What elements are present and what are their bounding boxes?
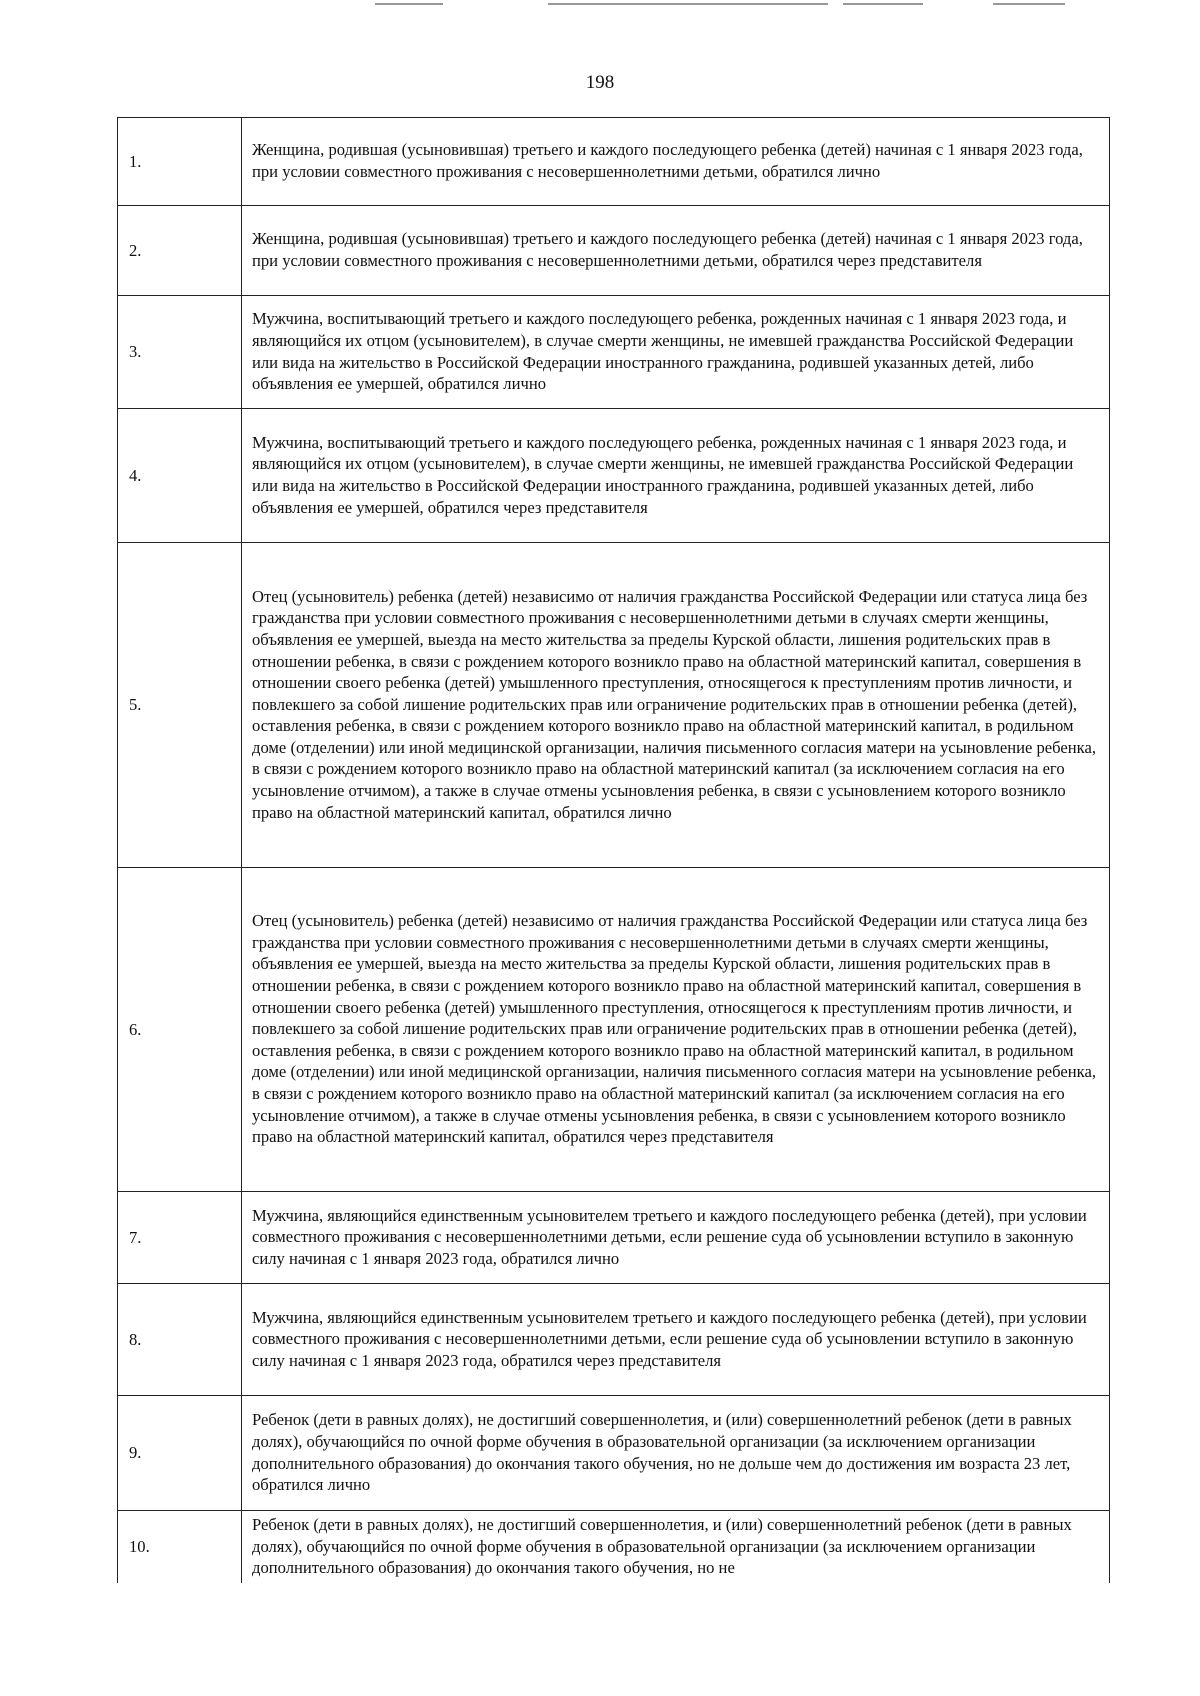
table-row — [118, 118, 1110, 206]
row-number: 7. — [118, 1192, 242, 1284]
row-number: 1. — [118, 118, 242, 206]
row-text: Мужчина, являющийся единственным усыновителем третьего и каждого последующего ребенка (детей), при условии совместного проживания с несовершеннолетними детьми, если решение суда об усыновлении вступило в законную силу начиная с 1 января 2023 года, обратился лично — [242, 1192, 1110, 1284]
scan-mark — [375, 3, 443, 5]
row-text: Женщина, родившая (усыновившая) третьего и каждого последующего ребенка (детей) начиная с 1 января 2023 года, при условии совместного проживания с несовершеннолетними детьми, обратился лично — [242, 118, 1110, 206]
row-text: Ребенок (дети в равных долях), не достигший совершеннолетия, и (или) совершеннолетний ребенок (дети в равных долях), обучающийся по очной форме обучения в образовательной организации (за исключением организации дополнительного образования) до окончания такого обучения, но не — [242, 1511, 1110, 1583]
scan-mark — [993, 3, 1065, 5]
page-number: 198 — [585, 72, 615, 93]
row-number: 9. — [118, 1396, 242, 1511]
table-row — [118, 409, 1110, 543]
table-row — [118, 296, 1110, 409]
table-row — [118, 543, 1110, 868]
row-number: 10. — [118, 1511, 242, 1583]
table-row — [118, 1284, 1110, 1396]
table-row — [118, 1511, 1110, 1583]
table-row — [118, 868, 1110, 1192]
row-text: Ребенок (дети в равных долях), не достигший совершеннолетия, и (или) совершеннолетний ребенок (дети в равных долях), обучающийся по очной форме обучения в образовательной организации (за исключением организации дополнительного образования) до окончания такого обучения, но не дольше чем до достижения им возраста 23 лет, обратился лично — [242, 1396, 1110, 1511]
row-text: Женщина, родившая (усыновившая) третьего и каждого последующего ребенка (детей) начиная с 1 января 2023 года, при условии совместного проживания с несовершеннолетними детьми, обратился через представителя — [242, 206, 1110, 296]
row-number: 8. — [118, 1284, 242, 1396]
row-text: Мужчина, являющийся единственным усыновителем третьего и каждого последующего ребенка (детей), при условии совместного проживания с несовершеннолетними детьми, если решение суда об усыновлении вступило в законную силу начиная с 1 января 2023 года, обратился через представителя — [242, 1284, 1110, 1396]
row-text: Мужчина, воспитывающий третьего и каждого последующего ребенка, рожденных начиная с 1 января 2023 года, и являющийся их отцом (усыновителем), в случае смерти женщины, не имевшей гражданства Российской Федерации или вида на жительство в Российской Федерации иностранного гражданина, родившей указанных детей, либо объявления ее умершей, обратился лично — [242, 296, 1110, 409]
row-number: 3. — [118, 296, 242, 409]
row-number: 6. — [118, 868, 242, 1192]
scan-mark — [843, 3, 923, 5]
scan-edge-marks — [0, 0, 1200, 12]
row-number: 4. — [118, 409, 242, 543]
table-row — [118, 206, 1110, 296]
document-table — [117, 117, 1110, 1583]
row-text: Отец (усыновитель) ребенка (детей) независимо от наличия гражданства Российской Федерации или статуса лица без гражданства при условии совместного проживания с несовершеннолетними детьми в случаях смерти женщины, объявления ее умершей, выезда на место жительства за пределы Курской области, лишения родительских прав в отношении ребенка, в связи с рождением которого возникло право на областной материнский капитал, совершения в отношении своего ребенка (детей) умышленного преступления, относящегося к преступлениям против личности, и повлекшего за собой лишение родительских прав или ограничение родительских прав в отношении ребенка (детей), оставления ребенка, в связи с рождением которого возникло право на областной материнский капитал, в родильном доме (отделении) или иной медицинской организации, наличия письменного согласия матери на усыновление ребенка, в связи с рождением которого возникло право на областной материнский капитал (за исключением согласия на его усыновление отчимом), а также в случае отмены усыновления ребенка, в связи с усыновлением которого возникло право на областной материнский капитал, обратился через представителя — [242, 868, 1110, 1192]
row-number: 5. — [118, 543, 242, 868]
row-text: Отец (усыновитель) ребенка (детей) независимо от наличия гражданства Российской Федерации или статуса лица без гражданства при условии совместного проживания с несовершеннолетними детьми в случаях смерти женщины, объявления ее умершей, выезда на место жительства за пределы Курской области, лишения родительских прав в отношении ребенка, в связи с рождением которого возникло право на областной материнский капитал, совершения в отношении своего ребенка (детей) умышленного преступления, относящегося к преступлениям против личности, и повлекшего за собой лишение родительских прав или ограничение родительских прав в отношении ребенка (детей), оставления ребенка, в связи с рождением которого возникло право на областной материнский капитал, в родильном доме (отделении) или иной медицинской организации, наличия письменного согласия матери на усыновление ребенка, в связи с рождением которого возникло право на областной материнский капитал (за исключением согласия на его усыновление отчимом), а также в случае отмены усыновления ребенка, в связи с усыновлением которого возникло право на областной материнский капитал, обратился лично — [242, 543, 1110, 868]
scan-mark — [548, 3, 828, 5]
row-number: 2. — [118, 206, 242, 296]
table-row — [118, 1396, 1110, 1511]
row-text: Мужчина, воспитывающий третьего и каждого последующего ребенка, рожденных начиная с 1 января 2023 года, и являющийся их отцом (усыновителем), в случае смерти женщины, не имевшей гражданства Российской Федерации или вида на жительство в Российской Федерации иностранного гражданина, родившей указанных детей, либо объявления ее умершей, обратился через представителя — [242, 409, 1110, 543]
table-row — [118, 1192, 1110, 1284]
